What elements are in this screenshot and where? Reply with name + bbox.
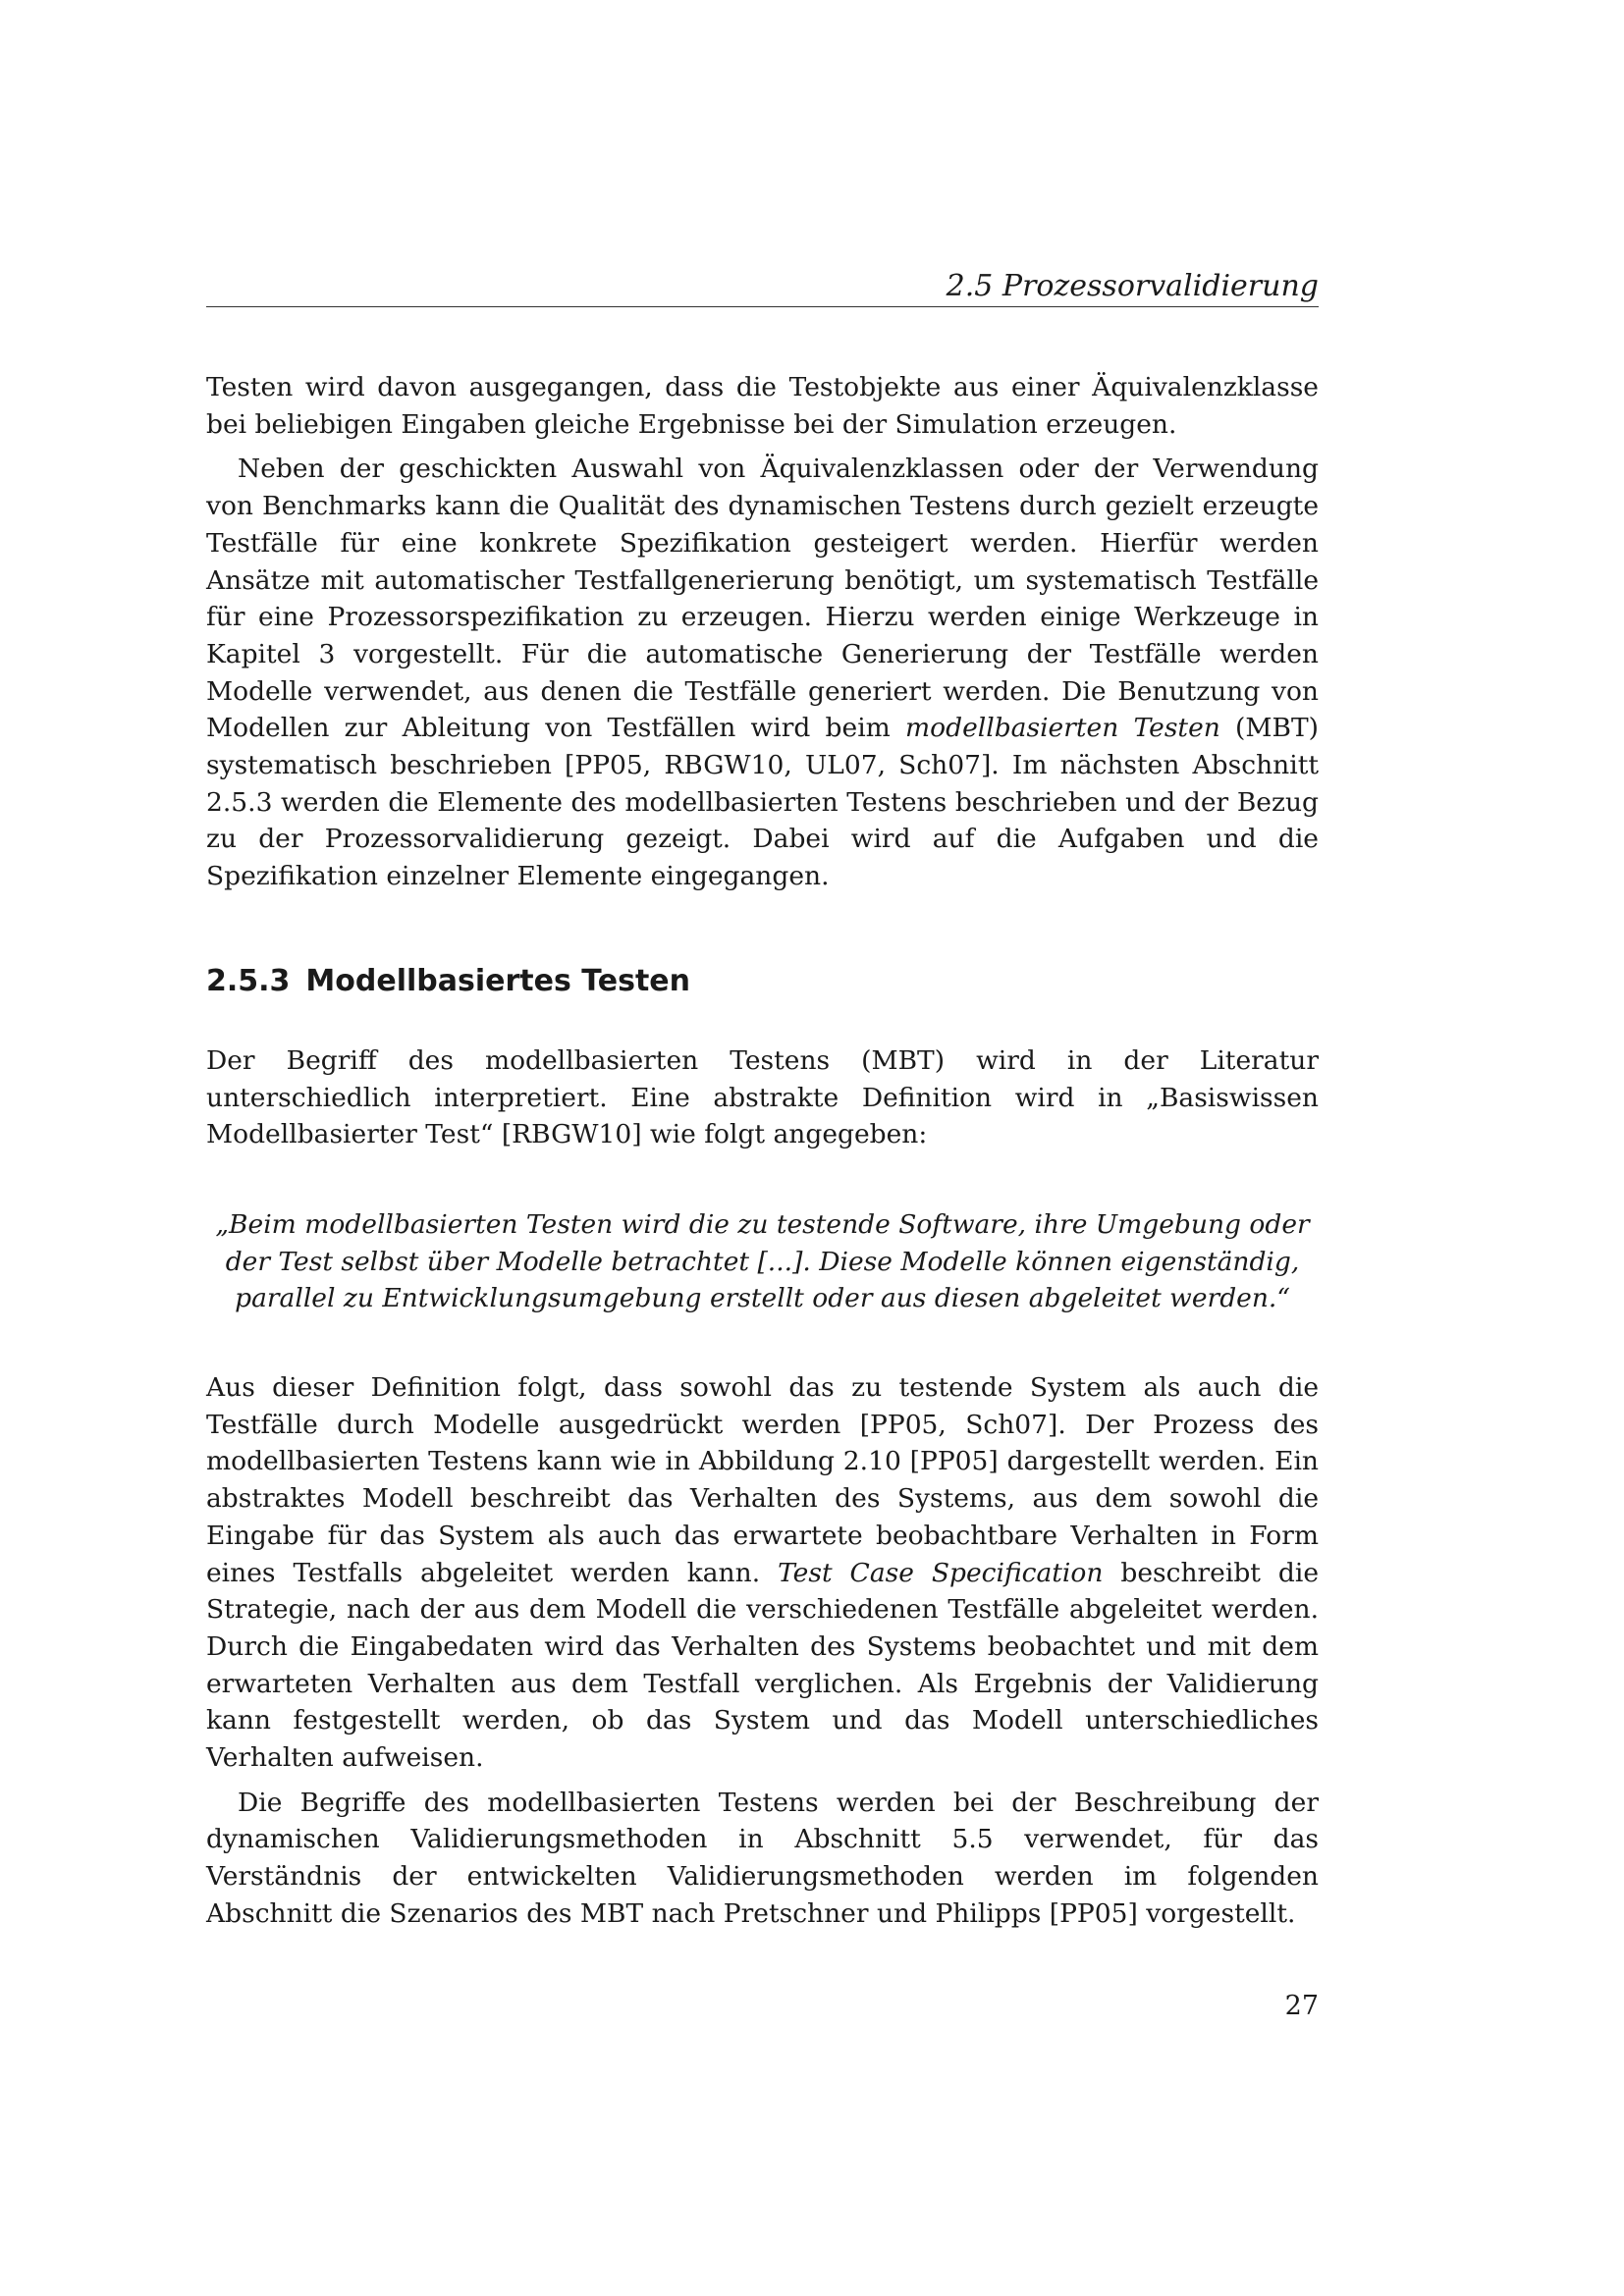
section-heading xyxy=(206,962,690,1001)
section-paragraph-2-part-1: Aus dieser Definition folgt, dass sowohl das zu testende System als auch die Testfälle durch Modelle ausgedrückt werden [PP05, Sch07]. Der Prozess des modellbasierten Testens kann wie in Abbildung 2.10 [PP05] dargestellt werden. Ein abstraktes Modell beschreibt das Verhalten des Systems, aus dem sowohl die Eingabe für das System als auch das erwartete beobachtbare Verhalten in Form eines Testfalls abgeleitet werden kann. xyxy=(206,1372,1319,1588)
section-intro-text xyxy=(206,1042,1319,1153)
intro-text xyxy=(206,369,1319,895)
running-header xyxy=(206,267,1319,307)
intro-paragraph-2 xyxy=(206,451,1319,894)
section-paragraph-2-emphasis: Test Case Specification xyxy=(778,1557,1104,1588)
section-paragraph-1: Der Begriff des modellbasierten Testens (MBT) wird in der Literatur unterschiedlich interpretiert. Eine abstrakte Definition wird in „Basiswissen Modellbasierter Test“ [RBGW10] wie folgt angegeben: xyxy=(206,1045,1319,1150)
section-paragraph-2 xyxy=(206,1369,1319,1777)
page-number: 27 xyxy=(1284,1991,1319,2021)
section-number: 2.5.3 xyxy=(206,964,291,998)
intro-paragraph-2-emphasis: modellbasierten Testen xyxy=(905,713,1220,744)
section-paragraph-3: Die Begriffe des modellbasierten Testens werden bei der Beschreibung der dynamischen Validierungsmethoden in Abschnitt 5.5 verwendet, für das Verständnis der entwickelten Validierungsmethoden werden im folgenden Abschnitt die Szenarios des MBT nach Pretschner und Philipps [PP05] vorgestellt. xyxy=(206,1787,1319,1929)
intro-paragraph-2-part-1: Neben der geschickten Auswahl von Äquivalenzklassen oder der Verwendung von Benchmarks kann die Qualität des dynamischen Testens durch gezielt erzeugte Testfälle für eine konkrete Spezifikation gesteigert werden. Hierfür werden Ansätze mit automatischer Testfallgenerierung benötigt, um systematisch Testfälle für eine Prozessorspezifikation zu erzeugen. Hierzu werden einige Werkzeuge in Kapitel 3 vorgestellt. Für die automatische Generierung der Testfälle werden Modelle verwendet, aus denen die Testfälle generiert werden. Die Benutzung von Modellen zur Ableitung von Testfällen wird beim xyxy=(206,454,1319,744)
section-body-text xyxy=(206,1369,1319,1933)
definition-quote: „Beim modellbasierten Testen wird die zu testende Software, ihre Umgebung oder der Test selbst über Modelle betrachtet [...]. Diese Modelle können eigenständig, parallel zu Entwicklungsumgebung erstellt oder aus diesen abgeleitet werden.“ xyxy=(215,1209,1310,1314)
intro-paragraph-1: Testen wird davon ausgegangen, dass die Testobjekte aus einer Äquivalenzklasse bei beliebigen Eingaben gleiche Ergebnisse bei der Simulation erzeugen. xyxy=(206,372,1319,440)
section-paragraph-2-part-2: beschreibt die Strategie, nach der aus dem Modell die verschiedenen Testfälle abgeleitet werden. Durch die Eingabedaten wird das Verhalten des Systems beobachtet und mit dem erwarteten Verhalten aus dem Testfall verglichen. Als Ergebnis der Validierung kann festgestellt werden, ob das System und das Modell unterschiedliches Verhalten aufweisen. xyxy=(206,1557,1319,1774)
running-header-title: 2.5 Prozessorvalidierung xyxy=(946,269,1319,303)
section-title: Modellbasiertes Testen xyxy=(305,964,690,998)
intro-paragraph-2-part-2: (MBT) systematisch beschrieben [PP05, RBGW10, UL07, Sch07]. Im nächsten Abschnitt 2.5.3 werden die Elemente des modellbasierten Testens beschrieben und der Bezug zu der Prozessorvalidierung gezeigt. Dabei wird auf die Aufgaben und die Spezifikation einzelner Elemente eingegangen. xyxy=(206,713,1320,892)
